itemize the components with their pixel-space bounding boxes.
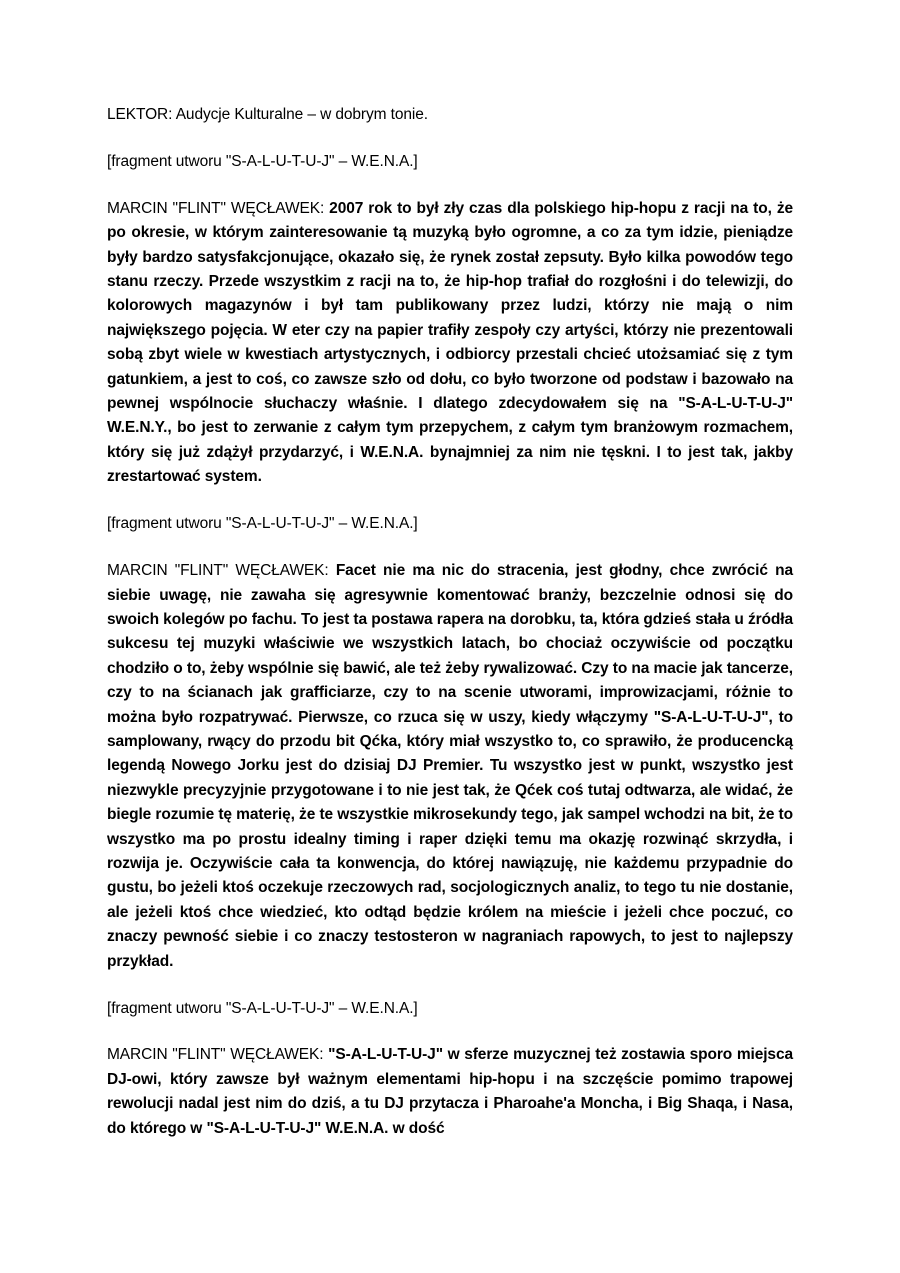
speech-text: 2007 rok to był zły czas dla polskiego hip-hopu z racji na to, że po okresie, w którym zainteresowanie tą muzyką było ogromne, a co za tym idzie, pieniądze były bardzo satysfakcjonujące, okazało się, że rynek został zepsuty. Było kilka powodów tego stanu rzeczy. Przede wszystkim z racji na to, że hip-hop trafiał do rozgłośni i do telewizji, do kolorowych magazynów i był tam publikowany przez ludzi, którzy nie mają o nim największego pojęcia. W eter czy na papier trafiły zespoły czy artyści, którzy nie prezentowali sobą zbyt wiele w kwestiach artystycznych, i odbiorcy przestali chcieć utożsamiać się z tym gatunkiem, a jest to coś, co zawsze szło od dołu, co było tworzone od podstaw i bazowało na pewnej wspólnocie słuchaczy właśnie. I dlatego zdecydowałem się na "S-A-L-U-T-U-J" W.E.N.Y., bo jest to zerwanie z całym tym przepychem, z całym tym branżowym rozmachem, który się już zdążył przydarzyć, i W.E.N.A. bynajmniej za nim nie tęskni. I to jest tak, jakby zrestartować system. bbox=[107, 199, 793, 486]
fragment-line: [fragment utworu "S-A-L-U-T-U-J" – W.E.N.A.] bbox=[107, 999, 418, 1017]
fragment-line: [fragment utworu "S-A-L-U-T-U-J" – W.E.N.A.] bbox=[107, 515, 418, 533]
speech-text: Facet nie ma nic do stracenia, jest głodny, chce zwrócić na siebie uwagę, nie zawaha się agresywnie komentować branży, bezczelnie odnosi się do swoich kolegów po fachu. To jest ta postawa rapera na dorobku, ta, która gdzieś stała u źródła sukcesu tej muzyki właściwie we wszystkich latach, bo chociaż oczywiście od początku chodziło o to, żeby wspólnie się bawić, ale też żeby rywalizować. Czy to na macie jak tancerze, czy to na ścianach jak grafficiarze, czy to na scenie utworami, improwizacjami, różnie to można było rozpatrywać. Pierwsze, co rzuca się w uszy, kiedy włączymy "S-A-L-U-T-U-J", to samplowany, rwący do przodu bit Qćka, który miał wszystko to, co sprawiło, że producencką legendą Nowego Jorku jest do dzisiaj DJ Premier. Tu wszystko jest w punkt, wszystko jest niezwykle precyzyjnie przygotowane i to nie jest tak, że Qćek coś tutaj odtwarza, ale widać, że biegle rozumie tę materię, że te wszystkie mikrosekundy tego, jak sampel wchodzi na bit, że to wszystko ma po prostu idealny timing i raper dzięki temu ma okazję rozwinąć skrzydła, i rozwija je. Oczywiście cała ta konwencja, do której nawiązuję, nie każdemu przypadnie do gustu, bo jeżeli ktoś oczekuje rzeczowych rad, socjologicznych analiz, to tego tu nie dostanie, ale jeżeli ktoś chce wiedzieć, kto odtąd będzie królem na mieście i jeżeli chce poczuć, co znaczy pewność siebie i co znaczy testosteron w nagraniach rapowych, to jest to najlepszy przykład. bbox=[107, 562, 793, 970]
lector-line: LEKTOR: Audycje Kulturalne – w dobrym tonie. bbox=[107, 106, 428, 123]
speech-paragraph bbox=[107, 197, 793, 490]
speech-paragraph bbox=[107, 559, 793, 974]
fragment-line: [fragment utworu "S-A-L-U-T-U-J" – W.E.N.A.] bbox=[107, 152, 418, 170]
speaker-label: MARCIN "FLINT" WĘCŁAWEK: bbox=[107, 1046, 329, 1064]
speech-text: "S-A-L-U-T-U-J" w sferze muzycznej też zostawia sporo miejsca DJ-owi, który zawsze był ważnym elementami hip-hopu i na szczęście pomimo trapowej rewolucji nadal jest nim do dziś, a tu DJ przytacza i Pharoahe'a Moncha, i Big Shaqa, i Nasa, do którego w "S-A-L-U-T-U-J" W.E.N.A. w dość bbox=[107, 1046, 793, 1137]
speech-paragraph bbox=[107, 1043, 793, 1141]
speaker-label: MARCIN "FLINT" WĘCŁAWEK: bbox=[107, 562, 336, 580]
speaker-label: MARCIN "FLINT" WĘCŁAWEK: bbox=[107, 199, 330, 217]
